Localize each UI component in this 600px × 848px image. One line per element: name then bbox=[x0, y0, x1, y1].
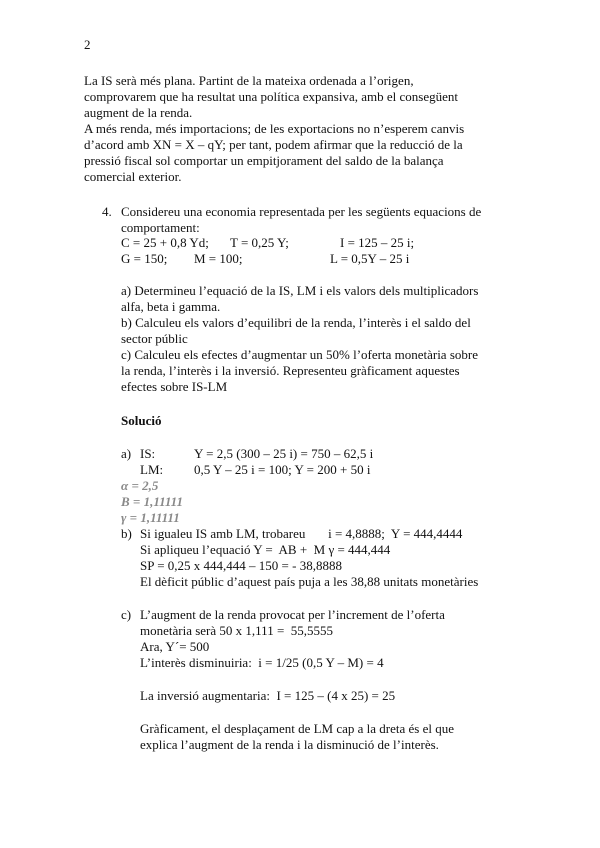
is-equation: Y = 2,5 (300 – 25 i) = 750 – 62,5 i bbox=[194, 446, 374, 461]
equation-m: M = 100; bbox=[194, 251, 243, 266]
intro-line: comercial exterior. bbox=[84, 169, 182, 184]
solution-b-label: b) bbox=[121, 526, 132, 541]
page-number: 2 bbox=[84, 37, 91, 52]
solution-b-line: Si igualeu IS amb LM, trobareu i = 4,8888; Y = 444,4444 bbox=[140, 526, 463, 541]
solution-b-line: El dèficit públic d’aquest país puja a les 38,88 unitats monetàries bbox=[140, 574, 479, 589]
intro-line: A més renda, més importacions; de les exportacions no n’esperem canvis bbox=[84, 121, 465, 136]
question-part-line: sector públic bbox=[121, 331, 188, 346]
intro-line: La IS serà més plana. Partint de la mateixa ordenada a l’origen, bbox=[84, 73, 414, 88]
solution-c-label: c) bbox=[121, 607, 132, 622]
solution-c-line: monetària serà 50 x 1,111 = 55,5555 bbox=[140, 623, 334, 638]
solution-a-label: a) bbox=[121, 446, 132, 461]
intro-line: pressió fiscal sol comportar un empitjorament del saldo de la balança bbox=[84, 153, 444, 168]
question-statement-line: comportament: bbox=[121, 220, 200, 235]
question-part-line: c) Calculeu els efectes d’augmentar un 50% l’oferta monetària sobre bbox=[121, 347, 478, 362]
intro-line: d’acord amb XN = X – qY; per tant, podem afirmar que la reducció de la bbox=[84, 137, 463, 152]
solution-b-line: SP = 0,25 x 444,444 – 150 = - 38,8888 bbox=[140, 558, 342, 573]
equation-g: G = 150; bbox=[121, 251, 168, 266]
investment-line: La inversió augmentaria: I = 125 – (4 x 25) = 25 bbox=[140, 688, 396, 703]
question-part-line: b) Calculeu els valors d’equilibri de la renda, l’interès i el saldo del bbox=[121, 315, 471, 330]
question-statement-line: Considereu una economia representada per les següents equacions de bbox=[121, 204, 482, 219]
solution-heading: Solució bbox=[121, 413, 162, 428]
lm-label: LM: bbox=[140, 462, 164, 477]
intro-line: comprovarem que ha resultat una política expansiva, amb el consegüent bbox=[84, 89, 458, 104]
solution-c-line: L’interès disminuiria: i = 1/25 (0,5 Y – M) = 4 bbox=[140, 655, 384, 670]
is-label: IS: bbox=[140, 446, 156, 461]
question-part-line: a) Determineu l’equació de la IS, LM i els valors dels multiplicadors bbox=[121, 283, 479, 298]
solution-c-line: L’augment de la renda provocat per l’increment de l’oferta bbox=[140, 607, 445, 622]
equation-i: I = 125 – 25 i; bbox=[340, 235, 415, 250]
beta-value: B = 1,11111 bbox=[121, 494, 183, 509]
question-part-line: alfa, beta i gamma. bbox=[121, 299, 221, 314]
equation-c: C = 25 + 0,8 Yd; bbox=[121, 235, 209, 250]
graph-explanation-line: Gràficament, el desplaçament de LM cap a la dreta és el que bbox=[140, 721, 455, 736]
question-part-line: la renda, l’interès i la inversió. Representeu gràficament aquestes bbox=[121, 363, 460, 378]
gamma-value: γ = 1,11111 bbox=[121, 510, 180, 525]
question-part-line: efectes sobre IS-LM bbox=[121, 379, 228, 394]
solution-c-line: Ara, Y´= 500 bbox=[140, 639, 210, 654]
lm-equation: 0,5 Y – 25 i = 100; Y = 200 + 50 i bbox=[194, 462, 371, 477]
equation-t: T = 0,25 Y; bbox=[230, 235, 289, 250]
alpha-value: α = 2,5 bbox=[121, 478, 159, 493]
equation-l: L = 0,5Y – 25 i bbox=[330, 251, 410, 266]
solution-b-line: Si apliqueu l’equació Y = AB + M γ = 444,444 bbox=[140, 542, 391, 557]
question-number: 4. bbox=[102, 204, 112, 219]
intro-line: augment de la renda. bbox=[84, 105, 193, 120]
graph-explanation-line: explica l’augment de la renda i la disminució de l’interès. bbox=[140, 737, 439, 752]
